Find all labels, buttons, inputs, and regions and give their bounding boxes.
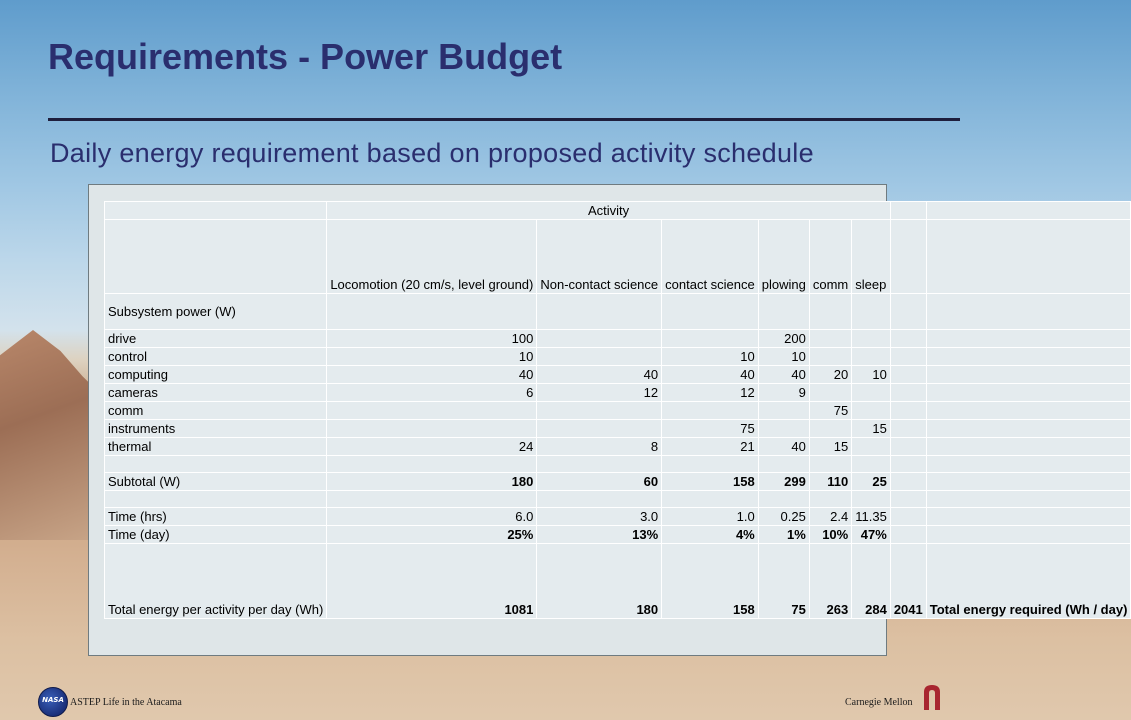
table-cell (327, 491, 537, 508)
table-cell (327, 420, 537, 438)
table-row (105, 330, 1131, 348)
table-cell: 12 (662, 384, 759, 402)
table-cell: 40 (537, 366, 662, 384)
table-row (105, 420, 1131, 438)
table-cell (327, 402, 537, 420)
activity-header: comm (809, 220, 851, 294)
table-cell (537, 420, 662, 438)
table-cell: 15 (852, 420, 891, 438)
table-cell: 75 (809, 402, 851, 420)
table-cell (537, 456, 662, 473)
table-cell (662, 294, 759, 330)
table-cell (890, 438, 926, 456)
table-row (105, 348, 1131, 366)
row-label: instruments (105, 420, 327, 438)
table-cell (809, 491, 851, 508)
footer-left-text: ASTEP Life in the Atacama (70, 697, 182, 708)
table-cell: 21 (662, 438, 759, 456)
table-cell (809, 384, 851, 402)
table-cell (852, 456, 891, 473)
table-cell (926, 384, 1131, 402)
table-cell (926, 456, 1131, 473)
table-cell (926, 491, 1131, 508)
slide-subtitle: Daily energy requirement based on proposed activity schedule (50, 138, 814, 168)
table-cell: 2.4 (809, 508, 851, 526)
table-cell (890, 220, 926, 294)
table-cell: 8 (537, 438, 662, 456)
table-cell: 200 (758, 330, 809, 348)
table-cell (327, 294, 537, 330)
table-cell (926, 348, 1131, 366)
table-cell (926, 526, 1131, 544)
table-cell: 47% (852, 526, 891, 544)
table-cell: 263 (809, 544, 851, 619)
table-cell (890, 456, 926, 473)
table-cell: 9 (758, 384, 809, 402)
table-cell: 10 (852, 366, 891, 384)
table-cell (537, 402, 662, 420)
activity-header: Locomotion (20 cm/s, level ground) (327, 220, 537, 294)
table-cell (537, 294, 662, 330)
power-budget-table-frame (88, 184, 1128, 656)
table-cell (662, 330, 759, 348)
table-cell (758, 402, 809, 420)
table-cell: 284 (852, 544, 891, 619)
table-cell: 11.35 (852, 508, 891, 526)
table-cell: 180 (327, 473, 537, 491)
row-label: Time (day) (105, 526, 327, 544)
table-cell: 60 (537, 473, 662, 491)
table-cell (926, 330, 1131, 348)
table-cell (926, 202, 1131, 220)
grand-total-cell: 2041 (890, 544, 926, 619)
table-cell: 158 (662, 473, 759, 491)
table-cell (890, 508, 926, 526)
row-label: comm (105, 402, 327, 420)
table-cell (105, 220, 327, 294)
table-cell: 40 (758, 438, 809, 456)
table-cell (758, 491, 809, 508)
table-cell (926, 420, 1131, 438)
row-label: Total energy per activity per day (Wh) (105, 544, 327, 619)
table-cell: 12 (537, 384, 662, 402)
table-cell (852, 438, 891, 456)
table-cell (852, 384, 891, 402)
table-row (105, 402, 1131, 420)
table-cell: 75 (758, 544, 809, 619)
table-cell: 13% (537, 526, 662, 544)
table-row (105, 220, 1131, 294)
table-cell (890, 202, 926, 220)
activity-group-header: Activity (327, 202, 891, 220)
row-label: control (105, 348, 327, 366)
table-cell: 20 (809, 366, 851, 384)
table-cell (890, 402, 926, 420)
table-row (105, 473, 1131, 491)
table-cell (852, 294, 891, 330)
table-cell (758, 294, 809, 330)
table-cell (890, 330, 926, 348)
table-cell: 1% (758, 526, 809, 544)
nasa-logo (38, 687, 68, 717)
table-cell (809, 456, 851, 473)
footer-right-text: Carnegie Mellon (845, 697, 913, 708)
table-cell (890, 473, 926, 491)
table-cell (662, 456, 759, 473)
table-cell (926, 508, 1131, 526)
table-cell (809, 348, 851, 366)
grand-total-label: Total energy required (Wh / day) (926, 544, 1131, 619)
table-cell (852, 348, 891, 366)
row-label: drive (105, 330, 327, 348)
section-label: Subsystem power (W) (105, 294, 327, 330)
table-cell (890, 491, 926, 508)
table-row (105, 202, 1131, 220)
table-cell: 10 (327, 348, 537, 366)
table-cell: 6 (327, 384, 537, 402)
table-cell (105, 456, 327, 473)
table-cell (926, 294, 1131, 330)
table-cell (890, 348, 926, 366)
activity-header: Non-contact science (537, 220, 662, 294)
table-cell: 25% (327, 526, 537, 544)
table-cell: 10 (662, 348, 759, 366)
table-cell (890, 384, 926, 402)
table-cell (758, 456, 809, 473)
table-row (105, 294, 1131, 330)
row-label: computing (105, 366, 327, 384)
table-cell: 100 (327, 330, 537, 348)
table-cell: 40 (327, 366, 537, 384)
nasa-logo-text: NASA (42, 696, 64, 704)
table-row (105, 526, 1131, 544)
table-cell (662, 402, 759, 420)
table-cell (890, 294, 926, 330)
table-cell: 25 (852, 473, 891, 491)
table-row (105, 544, 1131, 619)
power-budget-table (104, 201, 1131, 619)
table-cell: 4% (662, 526, 759, 544)
carnegie-mellon-logo-icon (921, 683, 943, 711)
activity-header: contact science (662, 220, 759, 294)
table-cell (852, 330, 891, 348)
table-cell (809, 330, 851, 348)
table-cell: 75 (662, 420, 759, 438)
table-cell (537, 330, 662, 348)
slide-title: Requirements - Power Budget (48, 36, 563, 77)
row-label: Time (hrs) (105, 508, 327, 526)
table-cell (327, 456, 537, 473)
table-cell (890, 526, 926, 544)
table-row (105, 438, 1131, 456)
table-cell: 40 (662, 366, 759, 384)
table-cell: 0.25 (758, 508, 809, 526)
table-row (105, 384, 1131, 402)
row-label: cameras (105, 384, 327, 402)
table-cell (852, 402, 891, 420)
table-cell: 1081 (327, 544, 537, 619)
table-cell: 6.0 (327, 508, 537, 526)
table-cell: 3.0 (537, 508, 662, 526)
table-cell (926, 473, 1131, 491)
table-cell (926, 402, 1131, 420)
table-cell (926, 366, 1131, 384)
table-cell (105, 202, 327, 220)
table-cell: 1.0 (662, 508, 759, 526)
table-cell (809, 294, 851, 330)
table-cell: 40 (758, 366, 809, 384)
table-cell: 10 (758, 348, 809, 366)
table-cell (926, 220, 1131, 294)
table-cell (662, 491, 759, 508)
table-row (105, 491, 1131, 508)
table-cell (890, 366, 926, 384)
table-cell (105, 491, 327, 508)
table-cell: 158 (662, 544, 759, 619)
table-cell (537, 491, 662, 508)
table-cell: 15 (809, 438, 851, 456)
table-cell (926, 438, 1131, 456)
table-row (105, 508, 1131, 526)
row-label: thermal (105, 438, 327, 456)
activity-header: plowing (758, 220, 809, 294)
table-cell: 110 (809, 473, 851, 491)
table-cell (758, 420, 809, 438)
table-cell (809, 420, 851, 438)
table-cell (890, 420, 926, 438)
table-row (105, 366, 1131, 384)
table-row (105, 456, 1131, 473)
title-divider (48, 118, 960, 121)
table-cell (852, 491, 891, 508)
activity-header: sleep (852, 220, 891, 294)
table-cell (537, 348, 662, 366)
table-cell: 10% (809, 526, 851, 544)
row-label: Subtotal (W) (105, 473, 327, 491)
table-cell: 299 (758, 473, 809, 491)
table-cell: 180 (537, 544, 662, 619)
table-cell: 24 (327, 438, 537, 456)
